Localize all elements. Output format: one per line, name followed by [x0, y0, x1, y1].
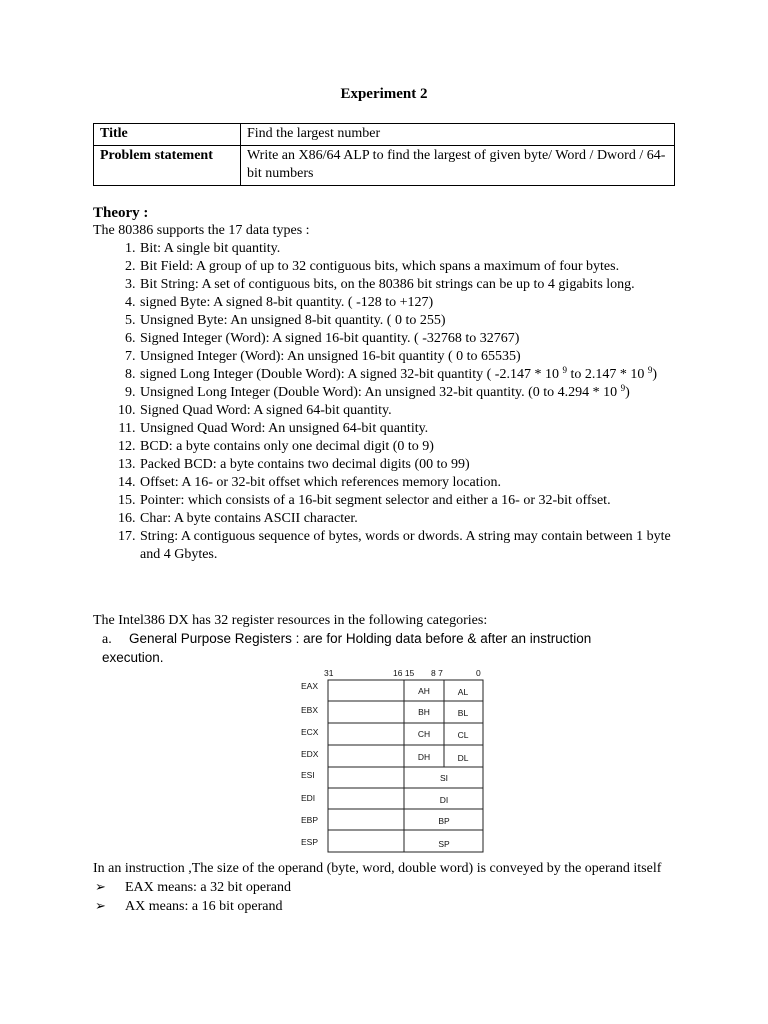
- title-label: Title: [94, 124, 241, 146]
- list-item: ➢ AX means: a 16 bit operand: [95, 898, 283, 914]
- register-name: ESI: [301, 770, 315, 780]
- list-item: 17. String: A contiguous sequence of bytes, words or dwords. A string may contain between 1 byte and 4 Gbytes.: [139, 528, 693, 564]
- gpr-text: General Purpose Registers : are for Holding data before & after an instruction execution.: [102, 631, 592, 665]
- registers-intro: The Intel386 DX has 32 register resources in the following categories:: [93, 613, 488, 628]
- register-name: EBX: [301, 705, 319, 715]
- list-item: 4. signed Byte: A signed 8-bit quantity. ( -128 to +127): [139, 294, 693, 312]
- table-row: [94, 146, 675, 186]
- register-name: ESP: [301, 837, 319, 847]
- theory-heading: Theory :: [93, 205, 149, 221]
- register-part: CL: [457, 730, 469, 740]
- problem-statement-label: Problem statement: [94, 146, 241, 186]
- arrow-bullet-icon: ➢: [95, 879, 106, 894]
- list-item: 7. Unsigned Integer (Word): An unsigned 16-bit quantity ( 0 to 65535): [139, 348, 693, 366]
- operand-section: [93, 860, 693, 916]
- list-item: 10. Signed Quad Word: A signed 64-bit quantity.: [139, 402, 693, 420]
- list-item: 13. Packed BCD: a byte contains two decimal digits (00 to 99): [139, 456, 693, 474]
- list-item: 3. Bit String: A set of contiguous bits, on the 80386 bit strings can be up to 4 gigabits long.: [139, 276, 693, 294]
- arrow-bullet-icon: ➢: [95, 898, 106, 913]
- page-title: Experiment 2: [340, 86, 428, 102]
- list-item: 12. BCD: a byte contains only one decimal digit (0 to 9): [139, 438, 693, 456]
- list-item: 8. signed Long Integer (Double Word): A signed 32-bit quantity ( -2.147 * 10 $^9$ to 2.147 * 10 $^9$): [139, 366, 693, 384]
- table-row: [94, 124, 675, 146]
- theory-intro: The 80386 supports the 17 data types :: [93, 223, 310, 238]
- info-table: [93, 123, 675, 186]
- title-value: Find the largest number: [241, 124, 675, 146]
- register-name: EAX: [301, 681, 319, 691]
- list-item: 6. Signed Integer (Word): A signed 16-bit quantity. ( -32768 to 32767): [139, 330, 693, 348]
- bit-label-16-15: 16 15: [393, 668, 415, 678]
- list-item: 14. Offset: A 16- or 32-bit offset which references memory location.: [139, 474, 693, 492]
- list-item: 5. Unsigned Byte: An unsigned 8-bit quantity. ( 0 to 255): [139, 312, 693, 330]
- bit-label-31: 31: [324, 668, 334, 678]
- register-part: CH: [417, 729, 431, 739]
- list-item: 2. Bit Field: A group of up to 32 contiguous bits, which spans a maximum of four bytes.: [139, 258, 693, 276]
- register-part: DL: [457, 753, 469, 763]
- list-item: 11. Unsigned Quad Word: An unsigned 64-bit quantity.: [139, 420, 693, 438]
- list-item: 9. Unsigned Long Integer (Double Word): An unsigned 32-bit quantity. (0 to 4.294 * 10 $^9$): [139, 384, 693, 402]
- register-part: SP: [438, 839, 450, 849]
- list-item: ➢ EAX means: a 32 bit operand: [95, 879, 292, 895]
- register-part: SI: [439, 773, 449, 783]
- register-part: DH: [417, 752, 431, 762]
- gpr-marker: a.: [102, 632, 112, 647]
- data-types-list: [93, 240, 693, 564]
- register-diagram: [296, 664, 496, 856]
- list-item: 1. Bit: A single bit quantity.: [139, 240, 693, 258]
- list-item: 16. Char: A byte contains ASCII character.: [139, 510, 693, 528]
- register-part: BP: [438, 816, 450, 826]
- register-part: AH: [418, 686, 430, 696]
- register-part: DI: [439, 795, 449, 805]
- register-part: BH: [418, 707, 430, 717]
- register-part: BL: [457, 708, 469, 718]
- register-name: EDX: [301, 749, 319, 759]
- register-name: EBP: [301, 815, 319, 825]
- problem-statement-value: Write an X86/64 ALP to find the largest of given byte/ Word / Dword / 64-bit numbers: [241, 146, 675, 186]
- register-name: EDI: [301, 793, 316, 803]
- theory-section: [93, 204, 693, 564]
- register-frame: [328, 680, 483, 852]
- operand-bullets: [93, 878, 693, 916]
- operand-text: In an instruction ,The size of the operand (byte, word, double word) is conveyed by the operand itself: [93, 861, 662, 876]
- list-item: 15. Pointer: which consists of a 16-bit segment selector and either a 16- or 32-bit offset.: [139, 492, 693, 510]
- register-name: ECX: [301, 727, 319, 737]
- gpr-item: [102, 630, 622, 667]
- bit-label-8-7: 8 7: [431, 668, 443, 678]
- register-part: AL: [457, 687, 469, 697]
- bit-label-0: 0: [476, 668, 481, 678]
